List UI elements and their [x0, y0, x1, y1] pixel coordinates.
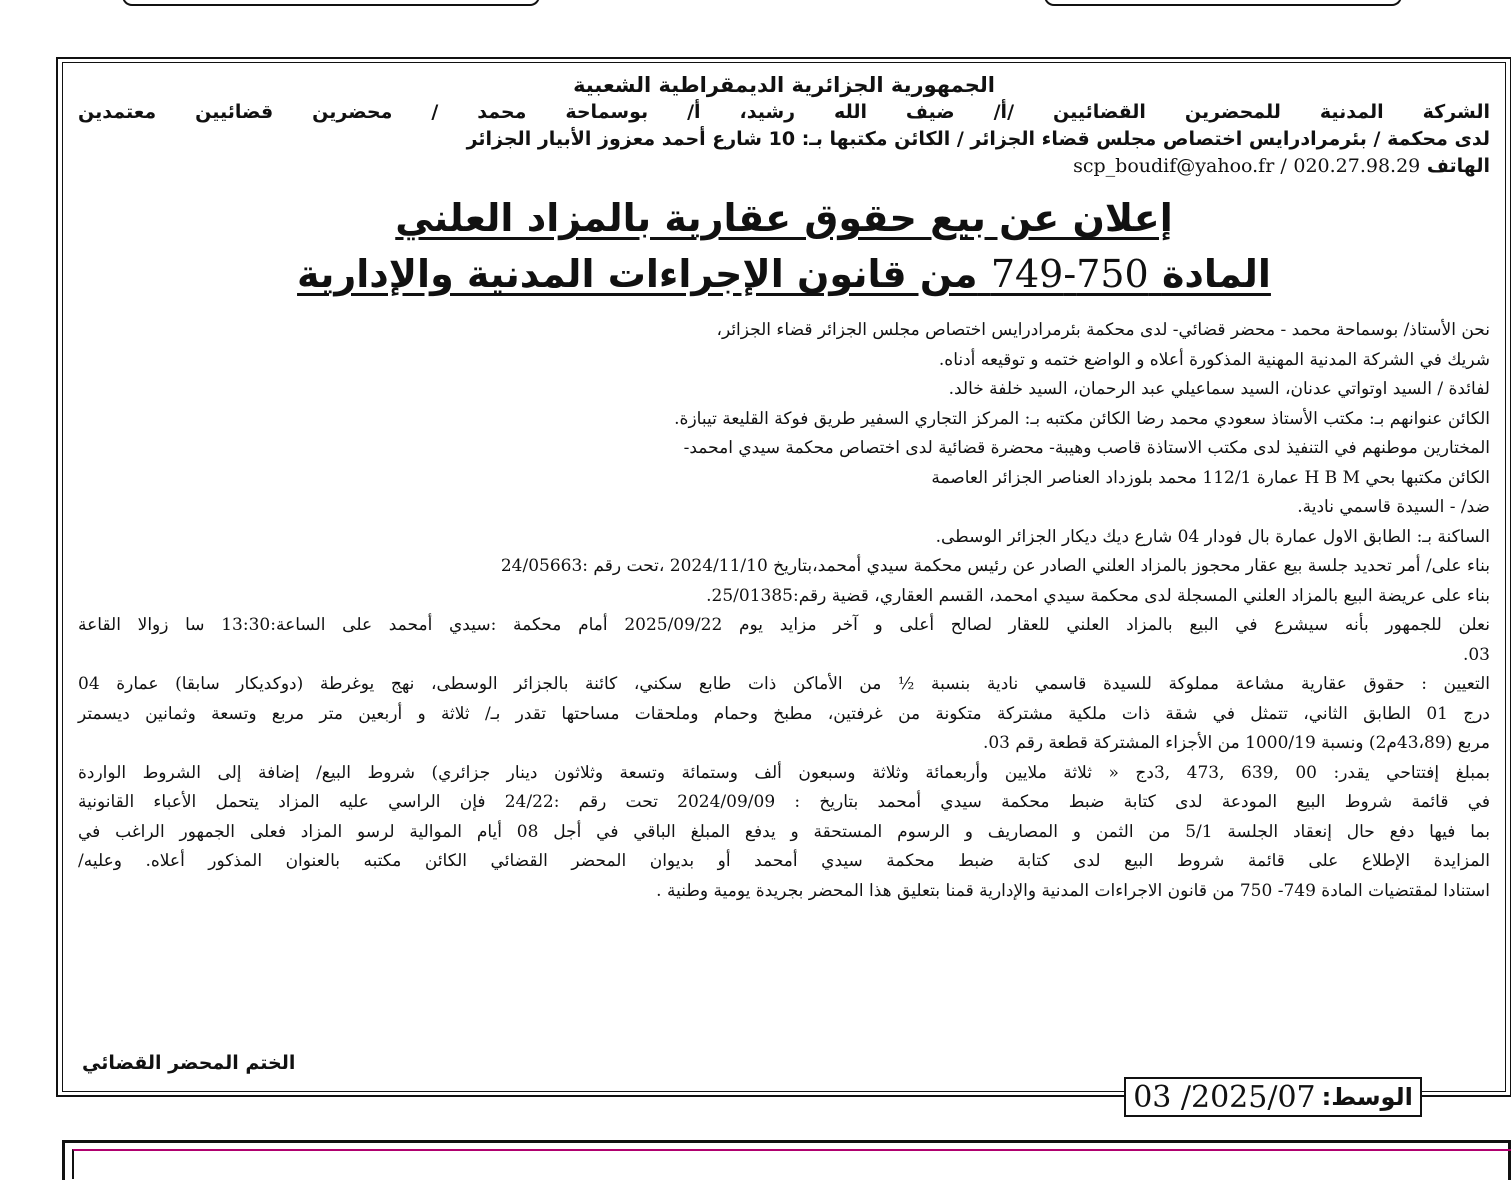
republic-heading: الجمهورية الجزائرية الديمقراطية الشعبية	[573, 73, 995, 97]
title-law-name: من قانون الإجراءات المدنية والإدارية	[297, 252, 978, 296]
body-line: درج 01 الطابق الثاني، تتمثل في شقة ذات ملكية مشتركة متكونة من غرفتين، مطبخ وحمام وملحقات مساحتها تقدر بـ/ ثلاثة و أربعين متر مربع وتسعة وثمانين ديسمتر	[78, 703, 1490, 724]
body-line: في قائمة شروط البيع المودعة لدى كتابة ضبط محكمة سيدي أمحمد بتاريخ : 2024/09/09 تحت رقم :24/22 فإن الراسي عليه المزاد يتحمل الأعباء القانونية	[78, 792, 1490, 812]
body-line: التعيين : حقوق عقارية مشاعة مملوكة للسيدة قاسمي نادية بنسبة ½ من الأماكن ذات طابع سكني، كائنة بالجزائر الوسطى، نهج يوغرطة (دوكديكار سابقا) عمارة 04	[78, 674, 1490, 694]
title-line-2: المادة 750-749 من قانون الإجراءات المدنية والإدارية	[297, 252, 1271, 296]
email-address: scp_boudif@yahoo.fr	[1073, 155, 1275, 177]
newspaper-label: الوسط:	[1321, 1083, 1413, 1111]
body-line: المزايدة الإطلاع على قائمة شروط البيع لدى كتابة ضبط محكمة سيدي أمحمد أو بديوان المحضر القضائي الكائن مكتبه بالعنوان المذكور أعلاه. وعليه/	[78, 851, 1490, 871]
phone-label: الهاتف	[1426, 155, 1490, 177]
body-line: ضد/ - السيدة قاسمي نادية.	[1297, 497, 1490, 517]
title-article-750: 750	[1076, 252, 1149, 296]
body-line: بما فيها دفع حال إنعقاد الجلسة 5/1 من الثمن و المصاريف و الرسوم المستحقة و يدفع المبلغ الباقي في أجل 08 أيام الموالية لرسو المزاد فعلى الجمهور الراغب في	[78, 821, 1490, 842]
phone-number: 020.27.98.29	[1293, 155, 1421, 177]
body-line: بناء على عريضة البيع بالمزاد العلني المسجلة لدى محكمة سيدي امحمد، القسم العقاري، قضية رقم:25/01385.	[706, 585, 1490, 606]
notice-title	[78, 190, 1490, 302]
body-line: بناء على/ أمر تحديد جلسة بيع عقار محجوز بالمزاد العلني الصادر عن رئيس محكمة سيدي أمحمد،بتاريخ 2024/11/10 ،تحت رقم :24/05663	[500, 556, 1490, 576]
contact-line: الهاتف 020.27.98.29 / scp_boudif@yahoo.fr	[1073, 155, 1490, 177]
publication-date-box	[1124, 1077, 1422, 1117]
body-line: شريك في الشركة المدنية المهنية المذكورة أعلاه و الواضع ختمه و توقيعه أدناه.	[938, 349, 1490, 370]
body-line: استنادا لمقتضيات المادة 749- 750 من قانون الاجراءات المدنية والإدارية قمنا بتعليق هذا المحضر بجريدة يومية وطنية .	[656, 880, 1490, 901]
body-line: المختارين موطنهم في التنفيذ لدى مكتب الاستاذة قاصب وهيبة- محضرة قضائية لدى اختصاص محكمة سيدي امحمد-	[683, 438, 1490, 458]
body-line: لفائدة / السيد اوتواتي عدنان، السيد سماعيلي عبد الرحمان، السيد خلفة خالد.	[948, 379, 1490, 399]
notice-content	[78, 72, 1490, 906]
company-line: الشركة المدنية للمحضرين القضائيين /أ/ ضيف الله رشيد، أ/ بوسماحة محمد / محضرين قضائيين معتمدين	[78, 101, 1490, 123]
court-line: لدى محكمة / بئرمرادرايس اختصاص مجلس قضاء الجزائر / الكائن مكتبها بـ: 10 شارع أحمد معزوز الأبيار الجزائر	[466, 128, 1490, 150]
top-tab-left	[122, 0, 540, 6]
notice-body	[78, 316, 1490, 906]
body-line: مربع (43،89م2) ونسبة 1000/19 من الأجزاء المشتركة قطعة رقم 03.	[982, 733, 1490, 753]
signature-label: الختم المحضر القضائي	[82, 1052, 296, 1074]
title-article-prefix: المادة	[1161, 252, 1271, 296]
body-line: نعلن للجمهور بأنه سيشرع في البيع بالمزاد العلني للعقار لصالح أعلى و آخر مزايد يوم 2025/09/22 أمام محكمة :سيدي أمحمد على الساعة:13:30 سا زوالا القاعة	[78, 615, 1490, 635]
body-line: الكائن عنوانهم بـ: مكتب الأستاذ سعودي محمد رضا الكائن مكتبه بـ: المركز التجاري السفير طريق فوكة القليعة تيبازة.	[674, 408, 1490, 429]
body-line: الكائن مكتبها بحي H B M عمارة 112/1 محمد بلوزداد العناصر الجزائر العاصمة	[931, 467, 1490, 488]
body-line: الساكنة بـ: الطابق الاول عمارة بال فودار 04 شارع ديك ديكار الجزائر الوسطى.	[935, 526, 1490, 547]
publication-date: 03 /2025/07	[1133, 1079, 1316, 1115]
next-notice-inner-border	[72, 1149, 1511, 1179]
title-line-1: إعلان عن بيع حقوق عقارية بالمزاد العلني	[395, 196, 1173, 240]
body-line: نحن الأستاذ/ بوسماحة محمد - محضر قضائي- لدى محكمة بئرمرادرايس اختصاص مجلس الجزائر قضاء الجزائر،	[716, 320, 1490, 340]
title-article-749: 749	[990, 252, 1064, 296]
body-line: بمبلغ إفتتاحي يقدر: 00 ,639 ,473 ,3دج « ثلاثة ملايين وأربعمائة وثلاثة وسبعون ألف وستمائة وتسعة وثلاثون دينار جزائري) شروط البيع/ إضافة إلى الشروط الواردة	[78, 762, 1490, 783]
top-tab-right	[1044, 0, 1402, 6]
body-line: 03.	[1462, 644, 1490, 665]
